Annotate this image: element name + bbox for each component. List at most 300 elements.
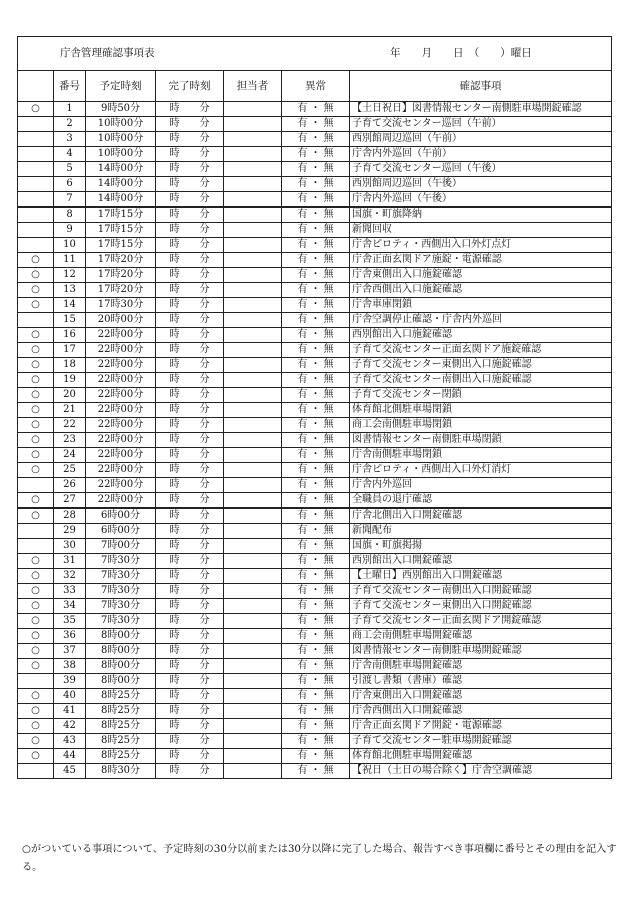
scheduled-time-cell: 8時00分 (86, 629, 156, 644)
completed-time-field[interactable]: 時 分 (156, 629, 224, 644)
mark-cell: ○ (18, 749, 54, 764)
completed-time-field[interactable]: 時 分 (156, 764, 224, 779)
abnormal-toggle[interactable]: 有 ・ 無 (282, 373, 350, 388)
abnormal-toggle[interactable]: 有 ・ 無 (282, 102, 350, 117)
abnormal-toggle[interactable]: 有 ・ 無 (282, 629, 350, 644)
mark-cell (18, 132, 54, 147)
mark-cell (18, 192, 54, 208)
completed-time-field[interactable]: 時 分 (156, 117, 224, 132)
mark-cell: ○ (18, 433, 54, 448)
person-field[interactable] (224, 373, 282, 388)
abnormal-toggle[interactable]: 有 ・ 無 (282, 147, 350, 162)
person-field[interactable] (224, 524, 282, 539)
person-field[interactable] (224, 253, 282, 268)
mark-cell (18, 524, 54, 539)
number-cell: 19 (54, 373, 86, 388)
number-cell: 21 (54, 403, 86, 418)
mark-cell: ○ (18, 554, 54, 569)
number-cell: 1 (54, 102, 86, 117)
completed-time-field[interactable]: 時 分 (156, 554, 224, 569)
abnormal-toggle[interactable]: 有 ・ 無 (282, 253, 350, 268)
abnormal-toggle[interactable]: 有 ・ 無 (282, 313, 350, 328)
person-field[interactable] (224, 719, 282, 734)
abnormal-toggle[interactable]: 有 ・ 無 (282, 674, 350, 689)
number-cell: 23 (54, 433, 86, 448)
scheduled-time-cell: 7時30分 (86, 569, 156, 584)
completed-time-field[interactable]: 時 分 (156, 223, 224, 238)
check-item-cell: 引渡し書類（書庫）確認 (350, 674, 612, 689)
mark-cell: ○ (18, 629, 54, 644)
header-no: 番号 (54, 71, 86, 102)
completed-time-field[interactable]: 時 分 (156, 734, 224, 749)
check-item-cell: 新聞回収 (350, 223, 612, 238)
completed-time-field[interactable]: 時 分 (156, 448, 224, 463)
completed-time-field[interactable]: 時 分 (156, 162, 224, 177)
abnormal-toggle[interactable]: 有 ・ 無 (282, 524, 350, 539)
person-field[interactable] (224, 162, 282, 177)
mark-cell (18, 207, 54, 223)
abnormal-toggle[interactable]: 有 ・ 無 (282, 268, 350, 283)
check-item-cell: 庁舎内外巡回 (350, 478, 612, 493)
number-cell: 27 (54, 493, 86, 509)
scheduled-time-cell: 17時30分 (86, 298, 156, 313)
number-cell: 29 (54, 524, 86, 539)
check-item-cell: 西別館周辺巡回（午後） (350, 177, 612, 192)
completed-time-field[interactable]: 時 分 (156, 373, 224, 388)
completed-time-field[interactable]: 時 分 (156, 749, 224, 764)
person-field[interactable] (224, 689, 282, 704)
abnormal-toggle[interactable]: 有 ・ 無 (282, 433, 350, 448)
scheduled-time-cell: 7時30分 (86, 599, 156, 614)
number-cell: 2 (54, 117, 86, 132)
person-field[interactable] (224, 674, 282, 689)
abnormal-toggle[interactable]: 有 ・ 無 (282, 644, 350, 659)
table-row (18, 313, 612, 328)
completed-time-field[interactable]: 時 分 (156, 102, 224, 117)
check-item-cell: 国旗・町旗降納 (350, 207, 612, 223)
check-item-cell: 西別館周辺巡回（午前） (350, 132, 612, 147)
number-cell: 34 (54, 599, 86, 614)
check-item-cell: 庁舎車庫閉鎖 (350, 298, 612, 313)
mark-cell: ○ (18, 689, 54, 704)
number-cell: 45 (54, 764, 86, 779)
scheduled-time-cell: 8時25分 (86, 749, 156, 764)
abnormal-toggle[interactable]: 有 ・ 無 (282, 238, 350, 253)
person-field[interactable] (224, 493, 282, 509)
scheduled-time-cell: 17時15分 (86, 238, 156, 253)
person-field[interactable] (224, 433, 282, 448)
table-row (18, 207, 612, 223)
person-field[interactable] (224, 268, 282, 283)
abnormal-toggle[interactable]: 有 ・ 無 (282, 478, 350, 493)
mark-cell (18, 223, 54, 238)
person-field[interactable] (224, 192, 282, 208)
header-row (18, 71, 612, 102)
person-field[interactable] (224, 298, 282, 313)
person-field[interactable] (224, 388, 282, 403)
scheduled-time-cell: 8時25分 (86, 689, 156, 704)
completed-time-field[interactable]: 時 分 (156, 584, 224, 599)
completed-time-field[interactable]: 時 分 (156, 343, 224, 358)
number-cell: 6 (54, 177, 86, 192)
abnormal-toggle[interactable]: 有 ・ 無 (282, 599, 350, 614)
check-item-cell: 子育て交流センター正面玄関ドア開錠確認 (350, 614, 612, 629)
scheduled-time-cell: 20時00分 (86, 313, 156, 328)
abnormal-toggle[interactable]: 有 ・ 無 (282, 569, 350, 584)
person-field[interactable] (224, 659, 282, 674)
number-cell: 33 (54, 584, 86, 599)
abnormal-toggle[interactable]: 有 ・ 無 (282, 493, 350, 509)
person-field[interactable] (224, 614, 282, 629)
abnormal-toggle[interactable]: 有 ・ 無 (282, 614, 350, 629)
abnormal-toggle[interactable]: 有 ・ 無 (282, 177, 350, 192)
check-item-cell: 子育て交流センター正面玄関ドア施錠確認 (350, 343, 612, 358)
person-field[interactable] (224, 177, 282, 192)
mark-cell: ○ (18, 328, 54, 343)
mark-cell: ○ (18, 508, 54, 524)
check-item-cell: 庁舎正面玄関ドア施錠・電源確認 (350, 253, 612, 268)
abnormal-toggle[interactable]: 有 ・ 無 (282, 328, 350, 343)
header-completed: 完了時刻 (156, 71, 224, 102)
mark-cell: ○ (18, 298, 54, 313)
mark-cell: ○ (18, 493, 54, 509)
completed-time-field[interactable]: 時 分 (156, 283, 224, 298)
scheduled-time-cell: 8時25分 (86, 704, 156, 719)
abnormal-toggle[interactable]: 有 ・ 無 (282, 298, 350, 313)
number-cell: 17 (54, 343, 86, 358)
check-item-cell: 庁舎東側出入口施錠確認 (350, 268, 612, 283)
scheduled-time-cell: 8時00分 (86, 674, 156, 689)
completed-time-field[interactable]: 時 分 (156, 478, 224, 493)
mark-cell: ○ (18, 569, 54, 584)
abnormal-toggle[interactable]: 有 ・ 無 (282, 162, 350, 177)
person-field[interactable] (224, 132, 282, 147)
completed-time-field[interactable]: 時 分 (156, 674, 224, 689)
check-item-cell: 【祝日（土日の場合除く】庁舎空調確認 (350, 764, 612, 779)
abnormal-toggle[interactable]: 有 ・ 無 (282, 734, 350, 749)
person-field[interactable] (224, 508, 282, 524)
table-row (18, 689, 612, 704)
abnormal-toggle[interactable]: 有 ・ 無 (282, 283, 350, 298)
table-row (18, 614, 612, 629)
mark-cell (18, 539, 54, 554)
completed-time-field[interactable]: 時 分 (156, 569, 224, 584)
abnormal-toggle[interactable]: 有 ・ 無 (282, 207, 350, 223)
scheduled-time-cell: 22時00分 (86, 448, 156, 463)
person-field[interactable] (224, 102, 282, 117)
completed-time-field[interactable]: 時 分 (156, 403, 224, 418)
table-row (18, 599, 612, 614)
number-cell: 4 (54, 147, 86, 162)
scheduled-time-cell: 7時00分 (86, 539, 156, 554)
table-row (18, 493, 612, 509)
table-row (18, 403, 612, 418)
table-row (18, 734, 612, 749)
abnormal-toggle[interactable]: 有 ・ 無 (282, 719, 350, 734)
completed-time-field[interactable]: 時 分 (156, 463, 224, 478)
check-item-cell: 【土日祝日】図書情報センター南側駐車場開錠確認 (350, 102, 612, 117)
scheduled-time-cell: 14時00分 (86, 177, 156, 192)
completed-time-field[interactable]: 時 分 (156, 147, 224, 162)
mark-cell (18, 478, 54, 493)
completed-time-field[interactable]: 時 分 (156, 238, 224, 253)
header-scheduled: 予定時刻 (86, 71, 156, 102)
check-item-cell: 新聞配布 (350, 524, 612, 539)
number-cell: 13 (54, 283, 86, 298)
person-field[interactable] (224, 569, 282, 584)
table-row (18, 223, 612, 238)
table-row (18, 328, 612, 343)
check-item-cell: 庁舎北側出入口開錠確認 (350, 508, 612, 524)
title-cell (18, 37, 612, 71)
table-row (18, 463, 612, 478)
abnormal-toggle[interactable]: 有 ・ 無 (282, 539, 350, 554)
person-field[interactable] (224, 328, 282, 343)
number-cell: 14 (54, 298, 86, 313)
completed-time-field[interactable]: 時 分 (156, 659, 224, 674)
person-field[interactable] (224, 539, 282, 554)
abnormal-toggle[interactable]: 有 ・ 無 (282, 463, 350, 478)
completed-time-field[interactable]: 時 分 (156, 599, 224, 614)
scheduled-time-cell: 14時00分 (86, 192, 156, 208)
person-field[interactable] (224, 463, 282, 478)
scheduled-time-cell: 22時00分 (86, 388, 156, 403)
check-item-cell: 図書情報センター南側駐車場閉鎖 (350, 433, 612, 448)
person-field[interactable] (224, 283, 282, 298)
abnormal-toggle[interactable]: 有 ・ 無 (282, 659, 350, 674)
completed-time-field[interactable]: 時 分 (156, 508, 224, 524)
table-row (18, 478, 612, 493)
check-item-cell: 庁舎西側出入口開錠確認 (350, 704, 612, 719)
completed-time-field[interactable]: 時 分 (156, 539, 224, 554)
person-field[interactable] (224, 223, 282, 238)
person-field[interactable] (224, 117, 282, 132)
scheduled-time-cell: 22時00分 (86, 358, 156, 373)
scheduled-time-cell: 10時00分 (86, 147, 156, 162)
person-field[interactable] (224, 147, 282, 162)
title-row (18, 37, 612, 71)
completed-time-field[interactable]: 時 分 (156, 177, 224, 192)
person-field[interactable] (224, 749, 282, 764)
number-cell: 30 (54, 539, 86, 554)
abnormal-toggle[interactable]: 有 ・ 無 (282, 418, 350, 433)
person-field[interactable] (224, 644, 282, 659)
check-item-cell: 西別館出入口開錠確認 (350, 554, 612, 569)
number-cell: 32 (54, 569, 86, 584)
completed-time-field[interactable]: 時 分 (156, 704, 224, 719)
mark-cell: ○ (18, 584, 54, 599)
abnormal-toggle[interactable]: 有 ・ 無 (282, 689, 350, 704)
abnormal-toggle[interactable]: 有 ・ 無 (282, 749, 350, 764)
check-item-cell: 庁舎ピロティ・西側出入口外灯点灯 (350, 238, 612, 253)
number-cell: 12 (54, 268, 86, 283)
check-item-cell: 庁舎南側駐車場閉鎖 (350, 448, 612, 463)
scheduled-time-cell: 8時30分 (86, 764, 156, 779)
number-cell: 31 (54, 554, 86, 569)
abnormal-toggle[interactable]: 有 ・ 無 (282, 388, 350, 403)
page-title: 庁舎管理確認事項表 (60, 47, 155, 59)
completed-time-field[interactable]: 時 分 (156, 614, 224, 629)
completed-time-field[interactable]: 時 分 (156, 418, 224, 433)
table-row (18, 749, 612, 764)
mark-cell (18, 674, 54, 689)
mark-cell: ○ (18, 403, 54, 418)
mark-cell (18, 147, 54, 162)
completed-time-field[interactable]: 時 分 (156, 268, 224, 283)
person-field[interactable] (224, 599, 282, 614)
person-field[interactable] (224, 418, 282, 433)
abnormal-toggle[interactable]: 有 ・ 無 (282, 764, 350, 779)
scheduled-time-cell: 22時00分 (86, 433, 156, 448)
completed-time-field[interactable]: 時 分 (156, 388, 224, 403)
check-item-cell: 子育て交流センター閉鎖 (350, 388, 612, 403)
mark-cell: ○ (18, 283, 54, 298)
abnormal-toggle[interactable]: 有 ・ 無 (282, 223, 350, 238)
person-field[interactable] (224, 584, 282, 599)
completed-time-field[interactable]: 時 分 (156, 689, 224, 704)
mark-cell (18, 764, 54, 779)
table-row (18, 132, 612, 147)
table-row (18, 147, 612, 162)
number-cell: 28 (54, 508, 86, 524)
person-field[interactable] (224, 478, 282, 493)
person-field[interactable] (224, 629, 282, 644)
abnormal-toggle[interactable]: 有 ・ 無 (282, 132, 350, 147)
abnormal-toggle[interactable]: 有 ・ 無 (282, 403, 350, 418)
scheduled-time-cell: 8時25分 (86, 734, 156, 749)
check-item-cell: 庁舎空調停止確認・庁舎内外巡回 (350, 313, 612, 328)
person-field[interactable] (224, 313, 282, 328)
number-cell: 24 (54, 448, 86, 463)
person-field[interactable] (224, 704, 282, 719)
scheduled-time-cell: 7時30分 (86, 584, 156, 599)
person-field[interactable] (224, 734, 282, 749)
number-cell: 15 (54, 313, 86, 328)
check-item-cell: 体育館北側駐車場開錠確認 (350, 749, 612, 764)
person-field[interactable] (224, 343, 282, 358)
completed-time-field[interactable]: 時 分 (156, 644, 224, 659)
scheduled-time-cell: 22時00分 (86, 493, 156, 509)
checklist-table (17, 36, 612, 779)
table-row (18, 373, 612, 388)
scheduled-time-cell: 17時15分 (86, 223, 156, 238)
check-item-cell: 子育て交流センター東側出入口開錠確認 (350, 599, 612, 614)
check-item-cell: 子育て交流センター南側出入口開錠確認 (350, 584, 612, 599)
completed-time-field[interactable]: 時 分 (156, 328, 224, 343)
table-row (18, 659, 612, 674)
scheduled-time-cell: 8時25分 (86, 719, 156, 734)
completed-time-field[interactable]: 時 分 (156, 132, 224, 147)
scheduled-time-cell: 17時20分 (86, 253, 156, 268)
header-item: 確認事項 (350, 71, 612, 102)
person-field[interactable] (224, 207, 282, 223)
abnormal-toggle[interactable]: 有 ・ 無 (282, 192, 350, 208)
completed-time-field[interactable]: 時 分 (156, 298, 224, 313)
number-cell: 43 (54, 734, 86, 749)
abnormal-toggle[interactable]: 有 ・ 無 (282, 508, 350, 524)
mark-cell (18, 313, 54, 328)
number-cell: 5 (54, 162, 86, 177)
completed-time-field[interactable]: 時 分 (156, 719, 224, 734)
table-row (18, 418, 612, 433)
abnormal-toggle[interactable]: 有 ・ 無 (282, 448, 350, 463)
table-row (18, 764, 612, 779)
mark-cell: ○ (18, 358, 54, 373)
completed-time-field[interactable]: 時 分 (156, 207, 224, 223)
number-cell: 35 (54, 614, 86, 629)
completed-time-field[interactable]: 時 分 (156, 524, 224, 539)
mark-cell: ○ (18, 734, 54, 749)
table-row (18, 117, 612, 132)
scheduled-time-cell: 7時30分 (86, 554, 156, 569)
table-row (18, 508, 612, 524)
completed-time-field[interactable]: 時 分 (156, 313, 224, 328)
mark-cell: ○ (18, 704, 54, 719)
person-field[interactable] (224, 358, 282, 373)
mark-cell: ○ (18, 373, 54, 388)
scheduled-time-cell: 22時00分 (86, 328, 156, 343)
completed-time-field[interactable]: 時 分 (156, 493, 224, 509)
table-row (18, 433, 612, 448)
mark-cell: ○ (18, 448, 54, 463)
number-cell: 25 (54, 463, 86, 478)
table-row (18, 298, 612, 313)
number-cell: 16 (54, 328, 86, 343)
footnote: ○がついている事項について、予定時刻の30分以前または30分以降に完了した場合、報告すべき事項欄に番号とその理由を記入する。 (22, 844, 617, 873)
number-cell: 8 (54, 207, 86, 223)
scheduled-time-cell: 17時20分 (86, 283, 156, 298)
person-field[interactable] (224, 764, 282, 779)
check-item-cell: 商工会南側駐車場閉鎖 (350, 418, 612, 433)
scheduled-time-cell: 9時50分 (86, 102, 156, 117)
completed-time-field[interactable]: 時 分 (156, 253, 224, 268)
abnormal-toggle[interactable]: 有 ・ 無 (282, 554, 350, 569)
abnormal-toggle[interactable]: 有 ・ 無 (282, 117, 350, 132)
abnormal-toggle[interactable]: 有 ・ 無 (282, 358, 350, 373)
number-cell: 18 (54, 358, 86, 373)
mark-cell: ○ (18, 719, 54, 734)
table-row (18, 704, 612, 719)
mark-cell (18, 117, 54, 132)
number-cell: 9 (54, 223, 86, 238)
number-cell: 10 (54, 238, 86, 253)
abnormal-toggle[interactable]: 有 ・ 無 (282, 343, 350, 358)
table-row (18, 584, 612, 599)
person-field[interactable] (224, 238, 282, 253)
number-cell: 39 (54, 674, 86, 689)
scheduled-time-cell: 17時20分 (86, 268, 156, 283)
table-row (18, 177, 612, 192)
header-abnormal: 異常 (282, 71, 350, 102)
number-cell: 44 (54, 749, 86, 764)
completed-time-field[interactable]: 時 分 (156, 358, 224, 373)
table-row (18, 539, 612, 554)
completed-time-field[interactable]: 時 分 (156, 433, 224, 448)
check-item-cell: 子育て交流センター南側出入口施錠確認 (350, 373, 612, 388)
person-field[interactable] (224, 448, 282, 463)
check-item-cell: 商工会南側駐車場開錠確認 (350, 629, 612, 644)
person-field[interactable] (224, 403, 282, 418)
person-field[interactable] (224, 554, 282, 569)
table-row (18, 629, 612, 644)
check-item-cell: 西別館出入口施錠確認 (350, 328, 612, 343)
scheduled-time-cell: 8時00分 (86, 659, 156, 674)
completed-time-field[interactable]: 時 分 (156, 192, 224, 208)
date-line: 年 月 日 （ ）曜日 (390, 47, 532, 59)
abnormal-toggle[interactable]: 有 ・ 無 (282, 704, 350, 719)
abnormal-toggle[interactable]: 有 ・ 無 (282, 584, 350, 599)
table-row (18, 102, 612, 117)
